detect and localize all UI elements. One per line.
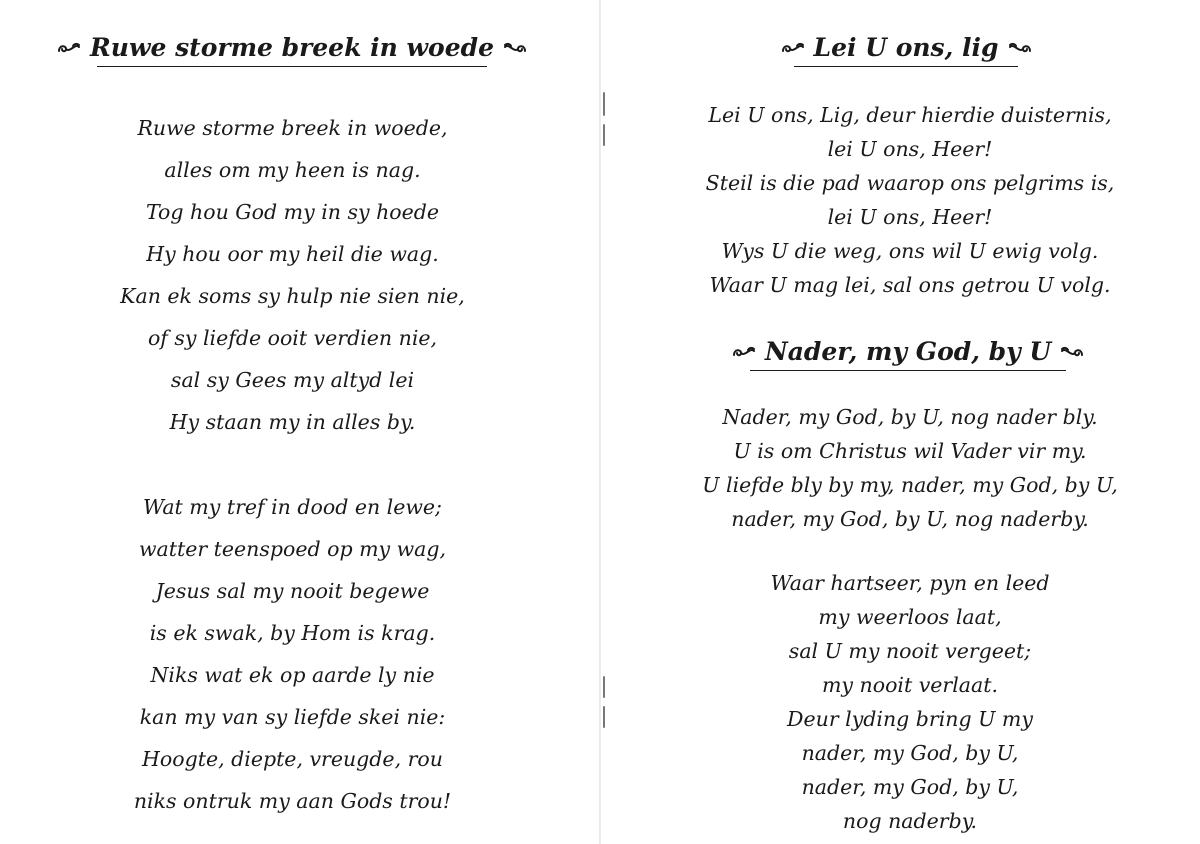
verse-line: Ruwe storme breek in woede,	[137, 116, 448, 140]
left-stanza-2	[40, 486, 545, 822]
verse-line: nader, my God, by U, nog naderby.	[731, 507, 1089, 531]
verse-line: of sy liefde ooit verdien nie,	[147, 326, 438, 350]
verse-line: lei U ons, Heer!	[827, 137, 993, 161]
verse-line: Nader, my God, by U, nog nader bly.	[722, 405, 1098, 429]
right-page	[600, 0, 1200, 844]
right-song-2-stanza-1	[640, 400, 1180, 536]
right-song-2-stanza-2	[640, 566, 1180, 838]
scroll-ornament-icon	[781, 41, 805, 55]
verse-line: Lei U ons, Lig, deur hierdie duisternis,	[708, 103, 1112, 127]
verse-line: Steil is die pad waarop ons pelgrims is,	[705, 171, 1115, 195]
verse-line: Hy hou oor my heil die wag.	[146, 242, 439, 266]
verse-line: is ek swak, by Hom is krag.	[149, 621, 436, 645]
right-title-1-text: Lei U ons, lig	[813, 33, 999, 62]
right-song-title-1	[794, 32, 1018, 67]
verse-line: kan my van sy liefde skei nie:	[139, 705, 446, 729]
verse-line: Wat my tref in dood en lewe;	[143, 495, 442, 519]
verse-line: Kan ek soms sy hulp nie sien nie,	[120, 284, 465, 308]
scroll-ornament-icon	[732, 345, 756, 359]
left-stanza-1	[40, 107, 545, 443]
scroll-ornament-icon	[503, 41, 527, 55]
verse-line: nader, my God, by U,	[801, 775, 1019, 799]
verse-line: U is om Christus wil Vader vir my.	[733, 439, 1087, 463]
verse-line: my weerloos laat,	[818, 605, 1002, 629]
left-song-title	[90, 32, 494, 67]
verse-line: my nooit verlaat.	[821, 673, 998, 697]
scroll-ornament-icon	[57, 41, 81, 55]
right-song-title-2	[750, 336, 1066, 371]
verse-line: Deur lyding bring U my	[787, 707, 1033, 731]
verse-line: sal U my nooit vergeet;	[788, 639, 1032, 663]
verse-line: niks ontruk my aan Gods trou!	[133, 789, 452, 813]
scroll-ornament-icon	[1008, 41, 1032, 55]
verse-line: U liefde bly by my, nader, my God, by U,	[702, 473, 1118, 497]
left-title-text: Ruwe storme breek in woede	[90, 33, 494, 62]
verse-line: watter teenspoed op my wag,	[138, 537, 447, 561]
verse-line: lei U ons, Heer!	[827, 205, 993, 229]
scroll-ornament-icon	[1060, 345, 1084, 359]
verse-line: nader, my God, by U,	[801, 741, 1019, 765]
verse-line: nog naderby.	[842, 809, 978, 833]
verse-line: Jesus sal my nooit begewe	[155, 579, 430, 603]
verse-line: Waar hartseer, pyn en leed	[770, 571, 1050, 595]
right-song-1-stanza	[640, 98, 1180, 302]
verse-line: Hy staan my in alles by.	[169, 410, 416, 434]
verse-line: alles om my heen is nag.	[164, 158, 421, 182]
verse-line: Hoogte, diepte, vreugde, rou	[142, 747, 443, 771]
verse-line: Wys U die weg, ons wil U ewig volg.	[721, 239, 1099, 263]
verse-line: Niks wat ek op aarde ly nie	[150, 663, 435, 687]
verse-line: Tog hou God my in sy hoede	[145, 200, 440, 224]
right-title-2-text: Nader, my God, by U	[764, 337, 1052, 366]
verse-line: Waar U mag lei, sal ons getrou U volg.	[709, 273, 1111, 297]
verse-line: sal sy Gees my altyd lei	[170, 368, 415, 392]
